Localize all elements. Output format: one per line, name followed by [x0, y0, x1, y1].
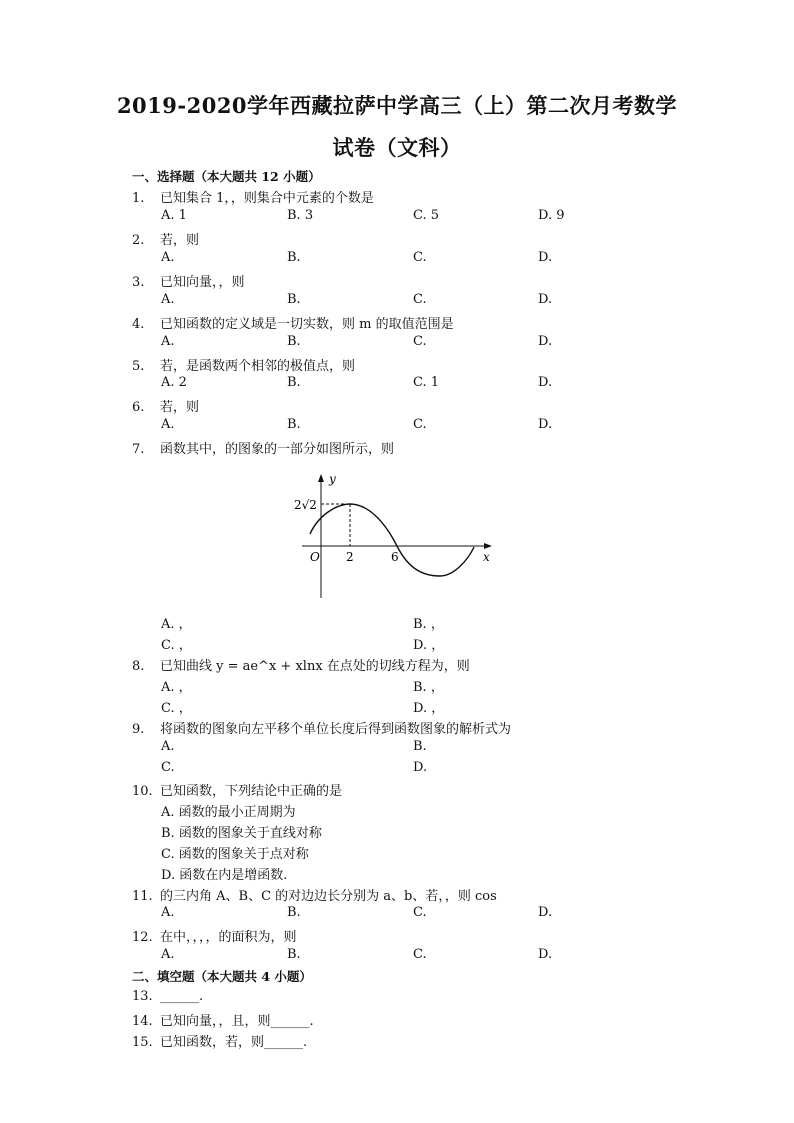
q5-option-b: B.: [287, 375, 301, 390]
exam-title-line1: 2019-2020学年西藏拉萨中学高三（上）第二次月考数学: [116, 93, 678, 118]
question-9-text: 将函数的图象向左平移个单位长度后得到函数图象的解析式为: [160, 722, 512, 737]
question-15: 15. 已知函数，若，则______.: [132, 1035, 308, 1050]
question-12-text: 在中，，，，的面积为，则: [160, 930, 297, 945]
q3-option-c: C.: [413, 292, 427, 307]
q6-option-b: B.: [287, 417, 301, 432]
x-axis-label: x: [483, 550, 490, 564]
q8-option-b: B. ，: [413, 680, 444, 695]
tick-label-2: 2: [346, 550, 354, 564]
q9-option-b: B.: [413, 739, 427, 754]
question-5-text: 若，是函数两个相邻的极值点，则: [160, 359, 356, 374]
q7-option-c: C. ，: [161, 638, 192, 653]
q11-option-a: A.: [161, 905, 175, 920]
question-8-text: 已知曲线 y = ae^x + xlnx 在点处的切线方程为，则: [160, 659, 470, 674]
q1-option-a: A. 1: [161, 208, 187, 223]
question-2: 2. 若，则: [132, 233, 200, 248]
q9-option-a: A.: [161, 739, 175, 754]
q3-option-a: A.: [161, 292, 175, 307]
q7-option-b: B. ，: [413, 617, 444, 632]
q12-option-c: C.: [413, 947, 427, 962]
question-5: 5. 若，是函数两个相邻的极值点，则: [132, 359, 356, 374]
question-12: 12. 在中，，，，的面积为，则: [132, 930, 297, 945]
tick-label-6: 6: [391, 550, 399, 564]
question-13-text: ______.: [160, 989, 204, 1004]
x-axis-arrow: [484, 543, 492, 549]
q1-option-d: D. 9: [538, 208, 565, 223]
q4-option-c: C.: [413, 334, 427, 349]
q8-option-a: A. ，: [161, 680, 192, 695]
question-4: 4. 已知函数的定义域是一切实数，则 m 的取值范围是: [132, 317, 454, 332]
question-14: 14. 已知向量，，且，则______.: [132, 1014, 314, 1029]
q2-option-c: C.: [413, 250, 427, 265]
question-10-text: 已知函数，下列结论中正确的是: [160, 784, 343, 799]
question-1-text: 已知集合 1，，则集合中元素的个数是: [160, 191, 374, 206]
question-4-text: 已知函数的定义域是一切实数，则 m 的取值范围是: [160, 317, 454, 332]
question-1: 1. 已知集合 1，，则集合中元素的个数是: [132, 191, 374, 206]
question-14-text: 已知向量，，且，则______.: [160, 1014, 314, 1029]
q3-option-b: B.: [287, 292, 301, 307]
q2-option-b: B.: [287, 250, 301, 265]
q12-option-a: A.: [161, 947, 175, 962]
question-11-text: 的三内角 A、B、C 的对边边长分别为 a、b、若，，则 cos: [160, 889, 497, 904]
q12-option-d: D.: [538, 947, 553, 962]
question-7: 7. 函数其中，的图象的一部分如图所示，则: [132, 442, 395, 457]
q2-option-a: A.: [161, 250, 175, 265]
q11-option-d: D.: [538, 905, 553, 920]
q4-option-d: D.: [538, 334, 553, 349]
q3-option-d: D.: [538, 292, 553, 307]
question-11: 11. 的三内角 A、B、C 的对边边长分别为 a、b、若，，则 cos: [132, 889, 497, 904]
q6-option-c: C.: [413, 417, 427, 432]
q9-option-c: C.: [161, 760, 175, 775]
exam-title-line2: 试卷（文科）: [332, 135, 462, 160]
q5-option-c: C. 1: [413, 375, 440, 390]
peak-value-label: 2√2: [294, 498, 317, 512]
question-2-text: 若，则: [160, 233, 200, 248]
y-axis-arrow: [318, 474, 324, 482]
q4-option-b: B.: [287, 334, 301, 349]
q8-option-d: D. ，: [413, 701, 445, 716]
q10-option-d: D. 函数在内是增函数.: [161, 868, 288, 883]
q7-option-a: A. ，: [161, 617, 192, 632]
q5-option-a: A. 2: [161, 375, 187, 390]
question-7-text: 函数其中，的图象的一部分如图所示，则: [160, 442, 395, 457]
y-axis-label: y: [329, 472, 336, 486]
section-fill-heading: 二、填空题（本大题共 4 小题）: [132, 969, 312, 984]
q10-option-c: C. 函数的图象关于点对称: [161, 847, 309, 862]
section-choice-heading: 一、选择题（本大题共 12 小题）: [132, 169, 321, 184]
q12-option-b: B.: [287, 947, 301, 962]
q2-option-d: D.: [538, 250, 553, 265]
sine-graph-figure: [282, 468, 502, 603]
q4-option-a: A.: [161, 334, 175, 349]
question-8: 8. 已知曲线 y = ae^x + xlnx 在点处的切线方程为，则: [132, 659, 470, 674]
question-15-text: 已知函数，若，则______.: [160, 1035, 308, 1050]
question-9: 9. 将函数的图象向左平移个单位长度后得到函数图象的解析式为: [132, 722, 512, 737]
q11-option-c: C.: [413, 905, 427, 920]
q8-option-c: C. ，: [161, 701, 192, 716]
q9-option-d: D.: [413, 760, 428, 775]
q5-option-d: D.: [538, 375, 553, 390]
question-3-text: 已知向量，，则: [160, 275, 245, 290]
q7-option-d: D. ，: [413, 638, 445, 653]
question-13: 13. ______.: [132, 989, 204, 1004]
question-3: 3. 已知向量，，则: [132, 275, 245, 290]
q10-option-b: B. 函数的图象关于直线对称: [161, 826, 322, 841]
q1-option-c: C. 5: [413, 208, 440, 223]
question-10: 10. 已知函数，下列结论中正确的是: [132, 784, 343, 799]
question-6-text: 若，则: [160, 400, 200, 415]
q11-option-b: B.: [287, 905, 301, 920]
sine-curve: [310, 504, 474, 576]
q1-option-b: B. 3: [287, 208, 314, 223]
question-6: 6. 若，则: [132, 400, 200, 415]
q6-option-d: D.: [538, 417, 553, 432]
origin-label: O: [310, 550, 320, 564]
q10-option-a: A. 函数的最小正周期为: [161, 805, 296, 820]
q6-option-a: A.: [161, 417, 175, 432]
